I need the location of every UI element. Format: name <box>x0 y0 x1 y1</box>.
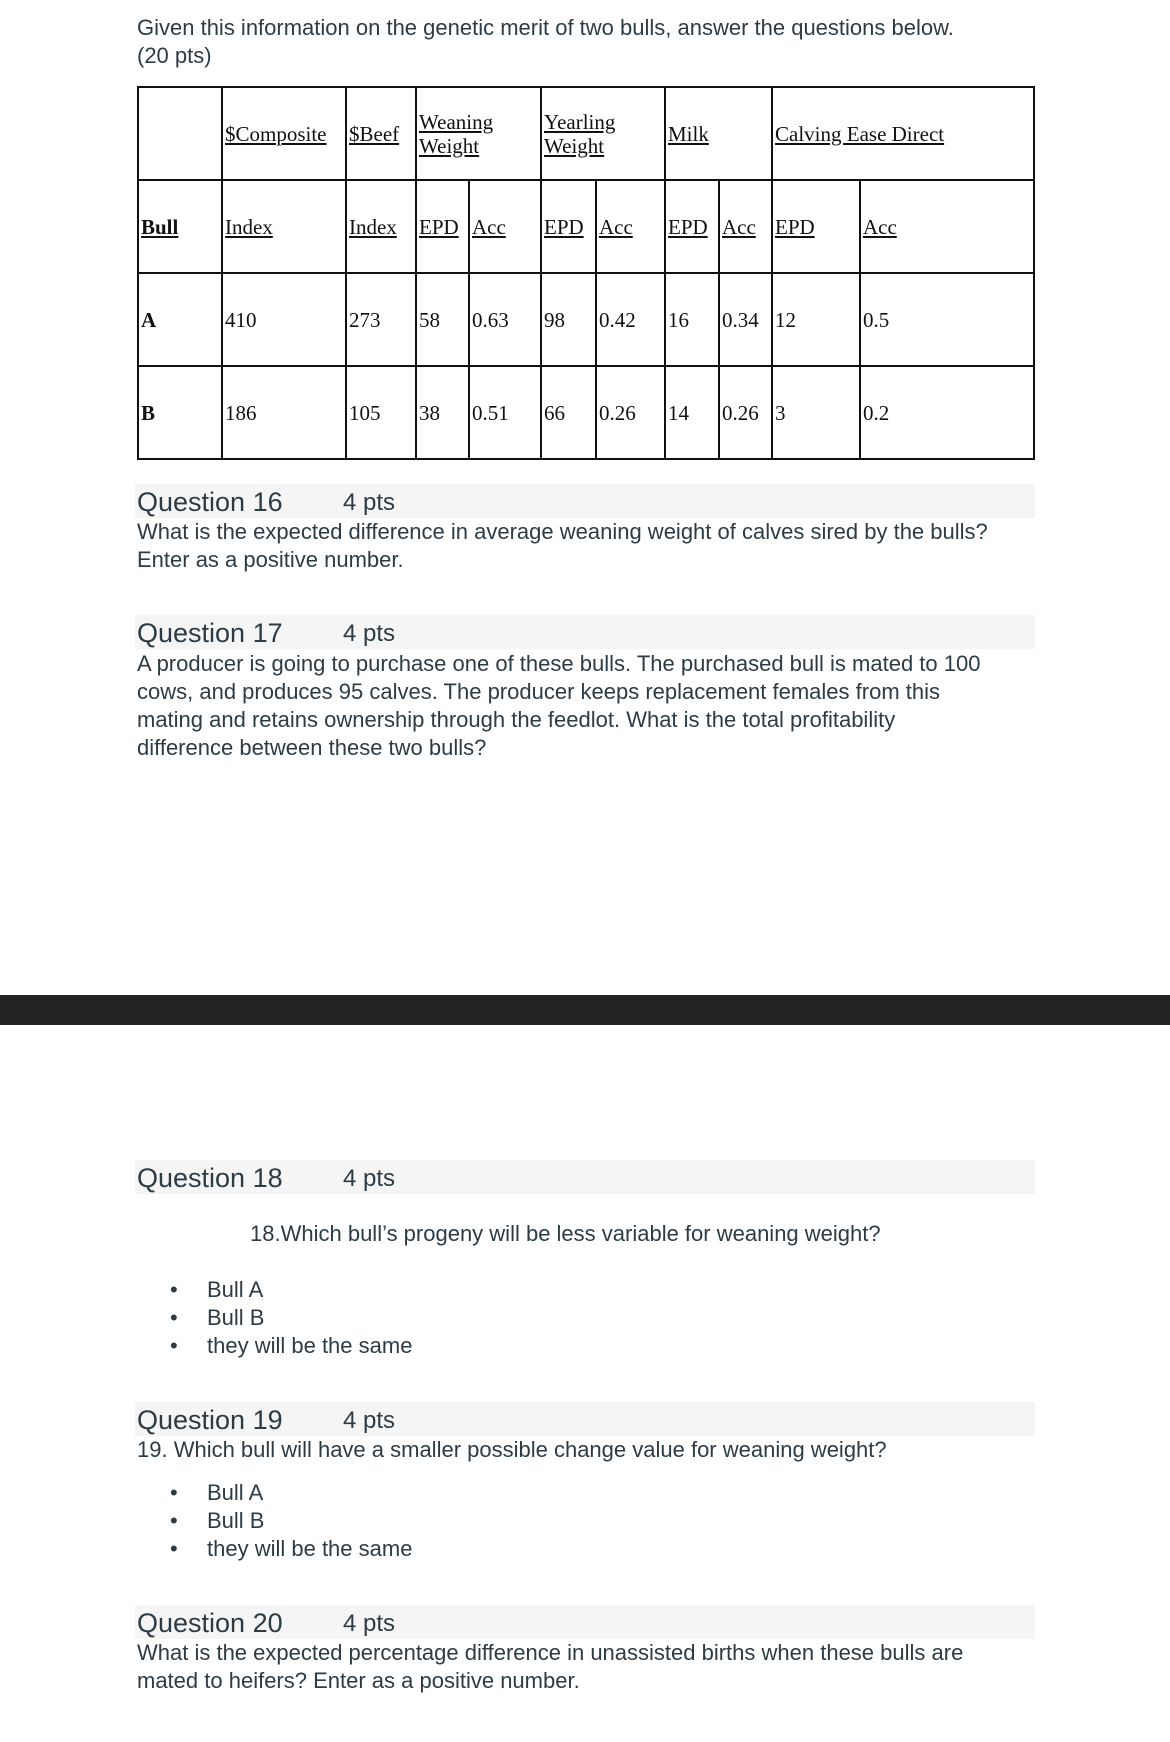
question-16-line-1: What is the expected difference in average weaning weight of calves sired by the bulls? <box>137 519 988 544</box>
row-a-ww-epd: 58 <box>416 273 469 366</box>
question-20-line-2: mated to heifers? Enter as a positive number. <box>137 1668 580 1693</box>
subheader-index-beef: Index <box>346 180 416 273</box>
row-b-composite: 186 <box>222 366 346 459</box>
table-row <box>138 273 1034 366</box>
intro-text <box>137 14 1037 70</box>
subheader-milk-acc: Acc <box>719 180 772 273</box>
row-a-ww-acc: 0.63 <box>469 273 541 366</box>
question-18-text <box>250 1220 1050 1248</box>
row-b-milk-acc: 0.26 <box>719 366 772 459</box>
row-b-ww-acc: 0.51 <box>469 366 541 459</box>
subheader-ced-acc: Acc <box>860 180 1034 273</box>
subheader-yw-epd: EPD <box>541 180 596 273</box>
question-17-line-3: mating and retains ownership through the feedlot. What is the total profitability <box>137 707 896 732</box>
header-beef: $Beef <box>346 87 416 180</box>
question-20-title: Question 20 <box>137 1608 283 1638</box>
question-19-points: 4 pts <box>343 1407 396 1434</box>
subheader-ced-epd: EPD <box>772 180 860 273</box>
row-b-ced-acc: 0.2 <box>860 366 1034 459</box>
row-b-bull: B <box>138 366 222 459</box>
question-19-header <box>135 1402 1035 1436</box>
question-16-header <box>135 484 1035 518</box>
header-calving-ease: Calving Ease Direct <box>772 87 1034 180</box>
subheader-yw-acc: Acc <box>596 180 665 273</box>
question-17-line-1: A producer is going to purchase one of these bulls. The purchased bull is mated to 100 <box>137 651 981 676</box>
row-b-yw-acc: 0.26 <box>596 366 665 459</box>
row-a-yw-acc: 0.42 <box>596 273 665 366</box>
question-17-text <box>137 650 1037 762</box>
question-19-options <box>170 1479 412 1563</box>
option-label: Bull B <box>207 1508 265 1533</box>
row-b-ww-epd: 38 <box>416 366 469 459</box>
header-milk: Milk <box>665 87 772 180</box>
epd-table <box>137 86 1035 460</box>
option-label: Bull B <box>207 1305 265 1330</box>
question-16-text <box>137 518 1037 574</box>
question-18-option-bull-a[interactable] <box>170 1276 412 1304</box>
question-18-option-bull-b[interactable] <box>170 1304 412 1332</box>
header-composite: $Composite <box>222 87 346 180</box>
question-18-number: 18. <box>250 1221 281 1246</box>
bullet-icon: • <box>170 1508 178 1533</box>
question-18-points: 4 pts <box>343 1165 396 1192</box>
page-divider-bar <box>0 995 1170 1025</box>
question-17-title: Question 17 <box>137 618 283 648</box>
row-a-composite: 410 <box>222 273 346 366</box>
question-19-option-bull-b[interactable] <box>170 1507 412 1535</box>
option-label: Bull A <box>207 1480 264 1505</box>
table-subheader-row <box>138 180 1034 273</box>
table-corner-cell <box>138 87 222 180</box>
row-b-ced-epd: 3 <box>772 366 860 459</box>
header-yearling-weight: Yearling Weight <box>541 87 665 180</box>
question-20-text <box>137 1639 1037 1695</box>
question-18-title: Question 18 <box>137 1163 283 1193</box>
question-17-line-4: difference between these two bulls? <box>137 735 487 760</box>
table-header-row <box>138 87 1034 180</box>
row-b-yw-epd: 66 <box>541 366 596 459</box>
row-a-yw-epd: 98 <box>541 273 596 366</box>
subheader-ww-acc: Acc <box>469 180 541 273</box>
question-17-line-2: cows, and produces 95 calves. The producer keeps replacement females from this <box>137 679 940 704</box>
question-17-points: 4 pts <box>343 620 396 647</box>
row-a-milk-acc: 0.34 <box>719 273 772 366</box>
question-20-line-1: What is the expected percentage difference in unassisted births when these bulls are <box>137 1640 964 1665</box>
row-a-beef: 273 <box>346 273 416 366</box>
question-19-option-same[interactable] <box>170 1535 412 1563</box>
subheader-ww-epd: EPD <box>416 180 469 273</box>
subheader-bull: Bull <box>138 180 222 273</box>
subheader-index-composite: Index <box>222 180 346 273</box>
question-20-points: 4 pts <box>343 1610 396 1637</box>
question-18-option-same[interactable] <box>170 1332 412 1360</box>
bullet-icon: • <box>170 1536 178 1561</box>
question-19-text: 19. Which bull will have a smaller possible change value for weaning weight? <box>137 1437 887 1462</box>
question-18-header <box>135 1160 1035 1194</box>
bullet-icon: • <box>170 1277 178 1302</box>
bullet-icon: • <box>170 1333 178 1358</box>
question-17-header <box>135 615 1035 649</box>
intro-line-1: Given this information on the genetic merit of two bulls, answer the questions below. <box>137 15 954 40</box>
question-16-title: Question 16 <box>137 487 283 517</box>
subheader-milk-epd: EPD <box>665 180 719 273</box>
option-label: Bull A <box>207 1277 264 1302</box>
question-19-option-bull-a[interactable] <box>170 1479 412 1507</box>
header-weaning-weight: Weaning Weight <box>416 87 541 180</box>
bullet-icon: • <box>170 1480 178 1505</box>
bullet-icon: • <box>170 1305 178 1330</box>
question-16-line-2: Enter as a positive number. <box>137 547 404 572</box>
table-row <box>138 366 1034 459</box>
question-19-title: Question 19 <box>137 1405 283 1435</box>
intro-line-2: (20 pts) <box>137 43 212 68</box>
row-a-milk-epd: 16 <box>665 273 719 366</box>
row-a-ced-epd: 12 <box>772 273 860 366</box>
row-a-ced-acc: 0.5 <box>860 273 1034 366</box>
option-label: they will be the same <box>207 1536 413 1561</box>
question-18-options <box>170 1276 412 1360</box>
question-16-points: 4 pts <box>343 489 396 516</box>
question-20-header <box>135 1605 1035 1639</box>
option-label: they will be the same <box>207 1333 413 1358</box>
row-a-bull: A <box>138 273 222 366</box>
row-b-milk-epd: 14 <box>665 366 719 459</box>
row-b-beef: 105 <box>346 366 416 459</box>
question-18-prompt: Which bull’s progeny will be less variable for weaning weight? <box>280 1221 881 1246</box>
